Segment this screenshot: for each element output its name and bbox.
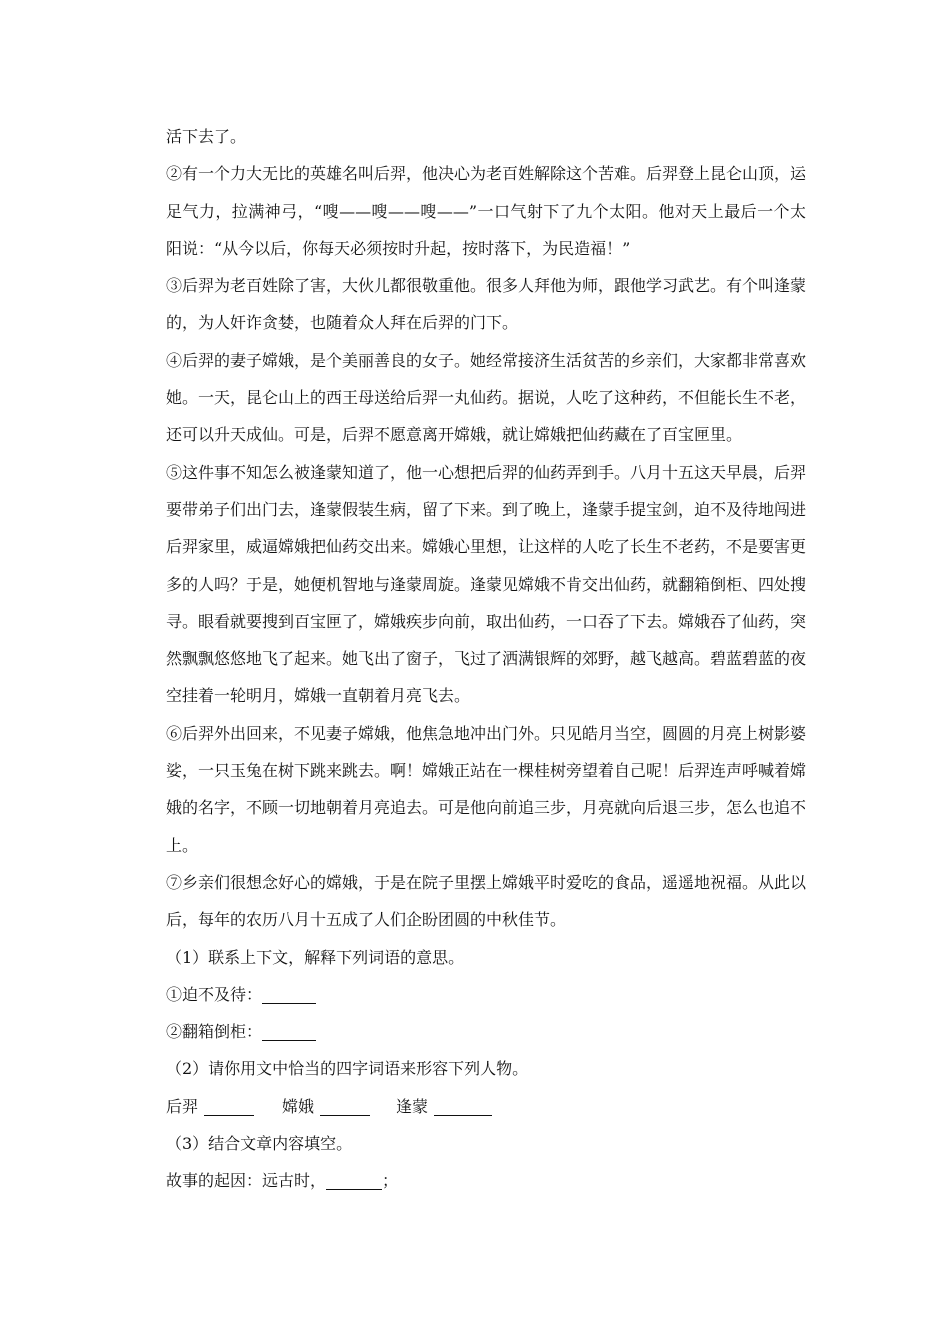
question-3-title: （3）结合文章内容填空。 xyxy=(166,1134,353,1154)
passage-paragraph-5: ⑤这件事不知怎么被逢蒙知道了，他一心想把后羿的仙药弄到手。八月十五这天早晨，后羿要带弟子们出门去，逢蒙假装生病，留了下来。到了晚上，逢蒙手提宝剑，迫不及待地闯进后羿家里，威逼嫦娥把仙药交出来。嫦娥心里想，让这样的人吃了长生不老药，不是要害更多的人吗？于是，她便机智地与逢蒙周旋。逢蒙见嫦娥不肯交出仙药，就翻箱倒柜、四处搜寻。眼看就要搜到百宝匣了，嫦娥疾步向前，取出仙药，一口吞了下去。嫦娥吞了仙药，突然飘飘悠悠地飞了起来。她飞出了窗子，飞过了洒满银辉的郊野，越飞越高。碧蓝碧蓝的夜空挂着一轮明月，嫦娥一直朝着月亮飞去。 xyxy=(166,462,807,706)
question-3-line-1-prefix: 故事的起因：远古时， xyxy=(166,1171,327,1191)
passage-paragraph-3: ③后羿为老百姓除了害，大伙儿都很敬重他。很多人拜他为师，跟他学习武艺。有个叫逢蒙的，为人奸诈贪婪，也随着众人拜在后羿的门下。 xyxy=(166,276,807,333)
passage-paragraph-continuation: 活下去了。 xyxy=(166,127,247,146)
question-1-title: （1）联系上下文，解释下列词语的意思。 xyxy=(166,947,465,967)
passage-paragraph-4: ④后羿的妻子嫦娥，是个美丽善良的女子。她经常接济生活贫苦的乡亲们，大家都非常喜欢她。一天，昆仑山上的西王母送给后羿一丸仙药。据说，人吃了这种药，不但能长生不老，还可以升天成仙。可是，后羿不愿意离开嫦娥，就让嫦娥把仙药藏在了百宝匣里。 xyxy=(166,350,807,445)
question-2-title: （2）请你用文中恰当的四字词语来形容下列人物。 xyxy=(166,1059,529,1079)
question-1-item-1 xyxy=(166,976,806,1013)
document-page xyxy=(166,118,806,1200)
person-label-fengmeng: 逢蒙 xyxy=(396,1096,429,1116)
question-1-item-1-label: ①迫不及待： xyxy=(166,984,263,1004)
person-label-change: 嫦娥 xyxy=(282,1096,315,1116)
answer-blank[interactable] xyxy=(320,1095,370,1116)
person-label-houyi: 后羿 xyxy=(166,1096,199,1116)
question-3-line-1 xyxy=(166,1162,806,1199)
answer-blank[interactable] xyxy=(434,1095,492,1116)
answer-blank[interactable] xyxy=(262,983,316,1004)
answer-blank[interactable] xyxy=(262,1020,316,1041)
question-1-item-2-label: ②翻箱倒柜： xyxy=(166,1022,263,1042)
passage-paragraph-2: ②有一个力大无比的英雄名叫后羿，他决心为老百姓解除这个苦难。后羿登上昆仑山顶，运足气力，拉满神弓，“嗖——嗖——嗖——”一口气射下了九个太阳。他对天上最后一个太阳说：“从今以后，你每天必须按时升起，按时落下，为民造福！” xyxy=(166,164,807,258)
question-2-persons-row xyxy=(166,1088,806,1125)
answer-blank[interactable] xyxy=(326,1169,382,1190)
answer-blank[interactable] xyxy=(204,1095,254,1116)
passage-paragraph-6: ⑥后羿外出回来，不见妻子嫦娥，他焦急地冲出门外。只见皓月当空，圆圆的月亮上树影婆娑，一只玉兔在树下跳来跳去。啊！嫦娥正站在一棵桂树旁望着自己呢！后羿连声呼喊着嫦娥的名字，不顾一切地朝着月亮追去。可是他向前追三步，月亮就向后退三步，怎么也追不上。 xyxy=(166,723,807,855)
question-3-line-1-suffix: ； xyxy=(382,1171,399,1191)
passage-paragraph-7: ⑦乡亲们很想念好心的嫦娥，于是在院子里摆上嫦娥平时爱吃的食品，遥遥地祝福。从此以后，每年的农历八月十五成了人们企盼团圆的中秋佳节。 xyxy=(166,872,807,930)
question-1-item-2 xyxy=(166,1013,806,1050)
